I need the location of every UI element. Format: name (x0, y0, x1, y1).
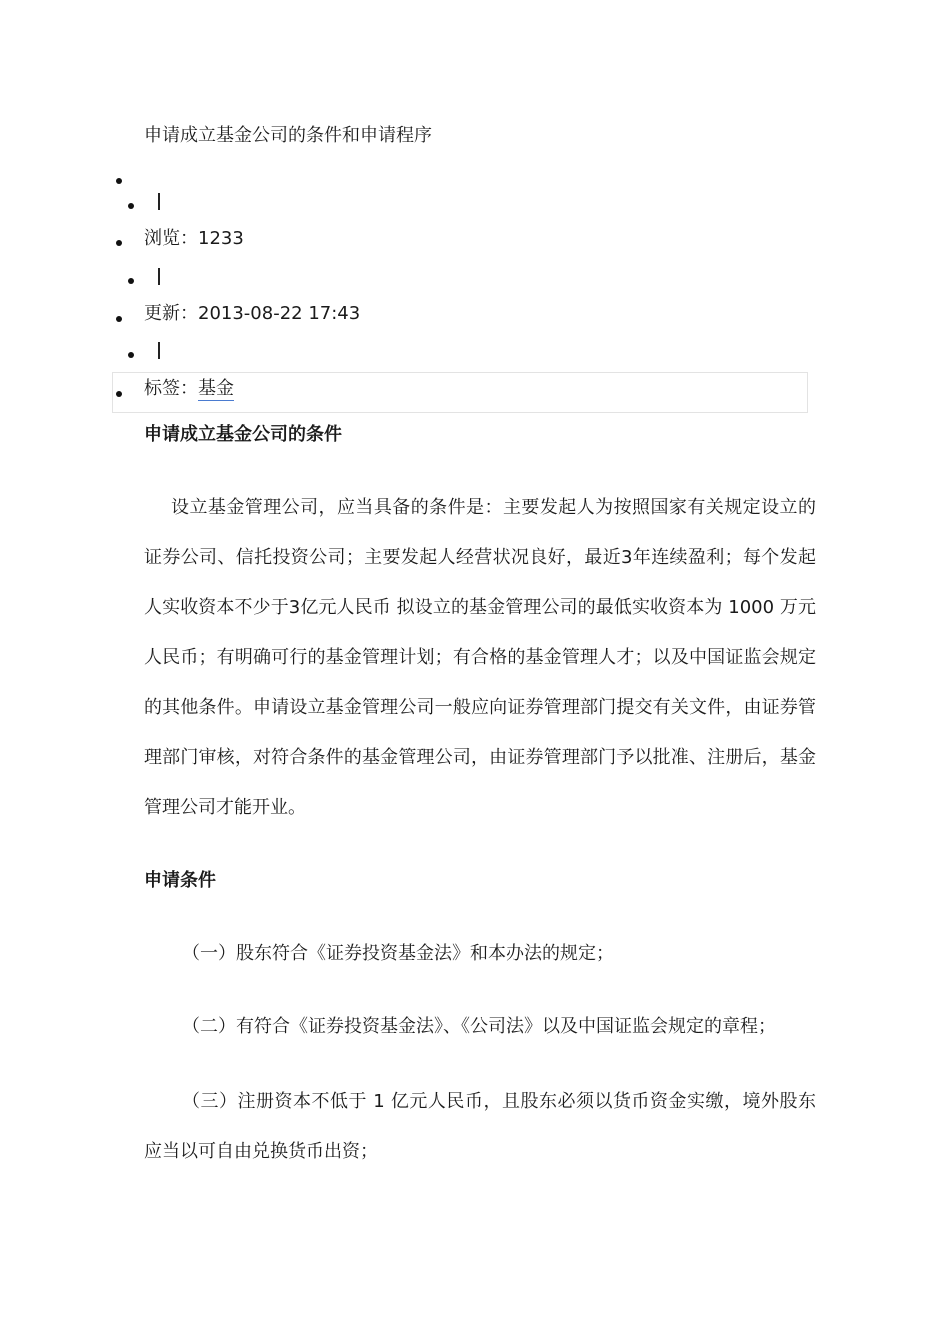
list-bullet (116, 178, 122, 184)
condition-item: （二）有符合《证券投资基金法》、《公司法》以及中国证监会规定的章程； (182, 1016, 776, 1037)
list-bullet (116, 240, 122, 246)
list-bullet (116, 316, 122, 322)
list-bullet (128, 278, 134, 284)
body-paragraph: 设立基金管理公司，应当具备的条件是：主要发起人为按照国家有关规定设立的证券公司、信托投资公司；主要发起人经营状况良好，最近3年连续盈利；每个发起人实收资本不少于3亿元人民币 拟设立的基金管理公司的最低实收资本为 1000 万元人民币；有明确可行的基金管理计划；有合格的基金管理人才；以及中国证监会规定的其他条件。申请设立基金管理公司一般应向证券管理部门提交有关文件，由证券管理部门审核，对符合条件的基金管理公司，由证券管理部门予以批准、注册后，基金管理公司才能开业。 (144, 497, 816, 818)
meta-separator (158, 268, 160, 285)
views-count: 1233 (198, 228, 244, 249)
tags-label: 标签： (144, 378, 198, 399)
section-heading: 申请条件 (144, 870, 216, 891)
list-bullet (116, 391, 122, 397)
meta-separator (158, 342, 160, 359)
condition-item: （一）股东符合《证券投资基金法》和本办法的规定； (182, 943, 614, 964)
tags-meta (144, 376, 234, 402)
updated-meta (144, 301, 360, 327)
page-title: 申请成立基金公司的条件和申请程序 (144, 125, 432, 146)
views-meta (144, 226, 244, 252)
updated-label: 更新： (144, 303, 198, 324)
section-heading: 申请成立基金公司的条件 (144, 424, 342, 445)
condition-item: （三）注册资本不低于 1 亿元人民币，且股东必须以货币资金实缴，境外股东应当以可自由兑换货币出资； (144, 1091, 816, 1162)
updated-time: 2013-08-22 17:43 (198, 303, 361, 324)
tag-link-fund[interactable]: 基金 (198, 378, 234, 399)
meta-separator (158, 193, 160, 210)
list-bullet (128, 203, 134, 209)
views-label: 浏览： (144, 228, 198, 249)
list-bullet (128, 352, 134, 358)
